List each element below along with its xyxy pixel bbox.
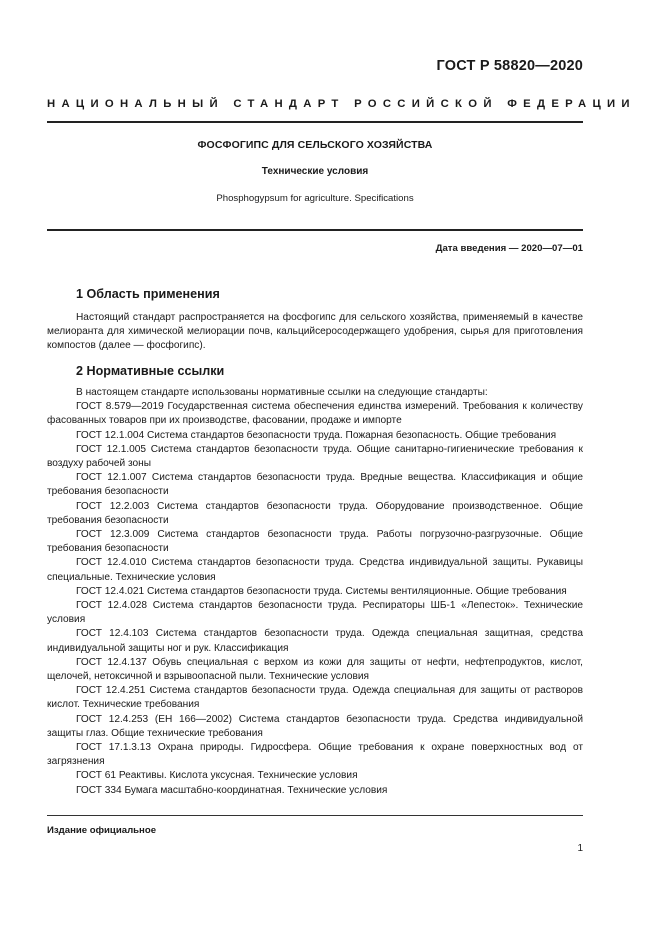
reference-item: ГОСТ 334 Бумага масштабно-координатная. Технические условия xyxy=(76,784,388,796)
national-standard-banner: НАЦИОНАЛЬНЫЙ СТАНДАРТ РОССИЙСКОЙ ФЕДЕРАЦИИ xyxy=(47,98,636,110)
official-edition-label: Издание официальное xyxy=(47,825,157,836)
reference-item: ГОСТ 12.4.251 Система стандартов безопасности труда. Одежда специальная для защиты от растворов кислот. Технические требования xyxy=(47,685,583,711)
reference-item: ГОСТ 12.3.009 Система стандартов безопасности труда. Работы погрузочно-разгрузочные. Общие требования безопасности xyxy=(47,529,583,555)
reference-item: ГОСТ 61 Реактивы. Кислота уксусная. Технические условия xyxy=(76,770,358,782)
title-rule xyxy=(47,229,583,231)
document-title: ФОСФОГИПС ДЛЯ СЕЛЬСКОГО ХОЗЯЙСТВА xyxy=(197,139,433,151)
footer-rule xyxy=(47,815,583,816)
reference-item: ГОСТ 12.4.028 Система стандартов безопасности труда. Респираторы ШБ-1 «Лепесток». Технические условия xyxy=(47,600,583,626)
reference-item: ГОСТ 12.4.137 Обувь специальная с верхом из кожи для защиты от нефти, нефтепродуктов, кислот, щелочей, нетоксичной и взрывоопасной пыли. Технические условия xyxy=(47,656,583,683)
paragraph: В настоящем стандарте использованы нормативные ссылки на следующие стандарты: xyxy=(76,387,488,398)
reference-item: ГОСТ 12.2.003 Система стандартов безопасности труда. Оборудование производственное. Общие требования безопасности xyxy=(47,500,583,526)
english-title: Phosphogypsum for agriculture. Specifications xyxy=(216,193,414,204)
page-number: 1 xyxy=(577,843,583,854)
document-code: ГОСТ Р 58820—2020 xyxy=(436,58,583,74)
reference-item: ГОСТ 12.1.004 Система стандартов безопасности труда. Пожарная безопасность. Общие требования xyxy=(76,429,557,441)
reference-item: ГОСТ 12.4.253 (ЕН 166—2002) Система стандартов безопасности труда. Средства индивидуальной защиты глаз. Общие технические требования xyxy=(47,713,583,739)
section-body-references xyxy=(47,386,583,798)
reference-item: ГОСТ 12.4.010 Система стандартов безопасности труда. Средства индивидуальной защиты. Рукавицы специальные. Технические условия xyxy=(47,557,583,583)
section-heading-references: 2 Нормативные ссылки xyxy=(76,364,225,378)
section-heading-scope: 1 Область применения xyxy=(76,287,220,301)
reference-item: ГОСТ 12.4.103 Система стандартов безопасности труда. Одежда специальная защитная, средства индивидуальной защиты ног и рук. Классификация xyxy=(47,628,583,654)
reference-item: ГОСТ 12.1.007 Система стандартов безопасности труда. Вредные вещества. Классификация и общие требования безопасности xyxy=(47,472,583,498)
document-subtitle: Технические условия xyxy=(261,166,369,177)
section-body-scope xyxy=(47,311,583,354)
reference-item: ГОСТ 8.579—2019 Государственная система обеспечения единства измерений. Требования к количеству фасованных товаров при их производстве, фасовании, продаже и импорте xyxy=(47,401,583,427)
header-rule xyxy=(47,121,583,123)
reference-item: ГОСТ 12.1.005 Система стандартов безопасности труда. Общие санитарно-гигиенические требования к воздуху рабочей зоны xyxy=(47,443,583,470)
paragraph: Настоящий стандарт распространяется на фосфогипс для сельского хозяйства, применяемый в качестве мелиоранта для химической мелиорации почв, кальцийсеросодержащего удобрения, сырья для приготовления компостов (далее — фосфогипс). xyxy=(47,312,583,352)
reference-item: ГОСТ 17.1.3.13 Охрана природы. Гидросфера. Общие требования к охране поверхностных вод от загрязнения xyxy=(47,742,583,768)
introduction-date: Дата введения — 2020—07—01 xyxy=(435,243,583,254)
reference-item: ГОСТ 12.4.021 Система стандартов безопасности труда. Системы вентиляционные. Общие требования xyxy=(76,585,567,597)
